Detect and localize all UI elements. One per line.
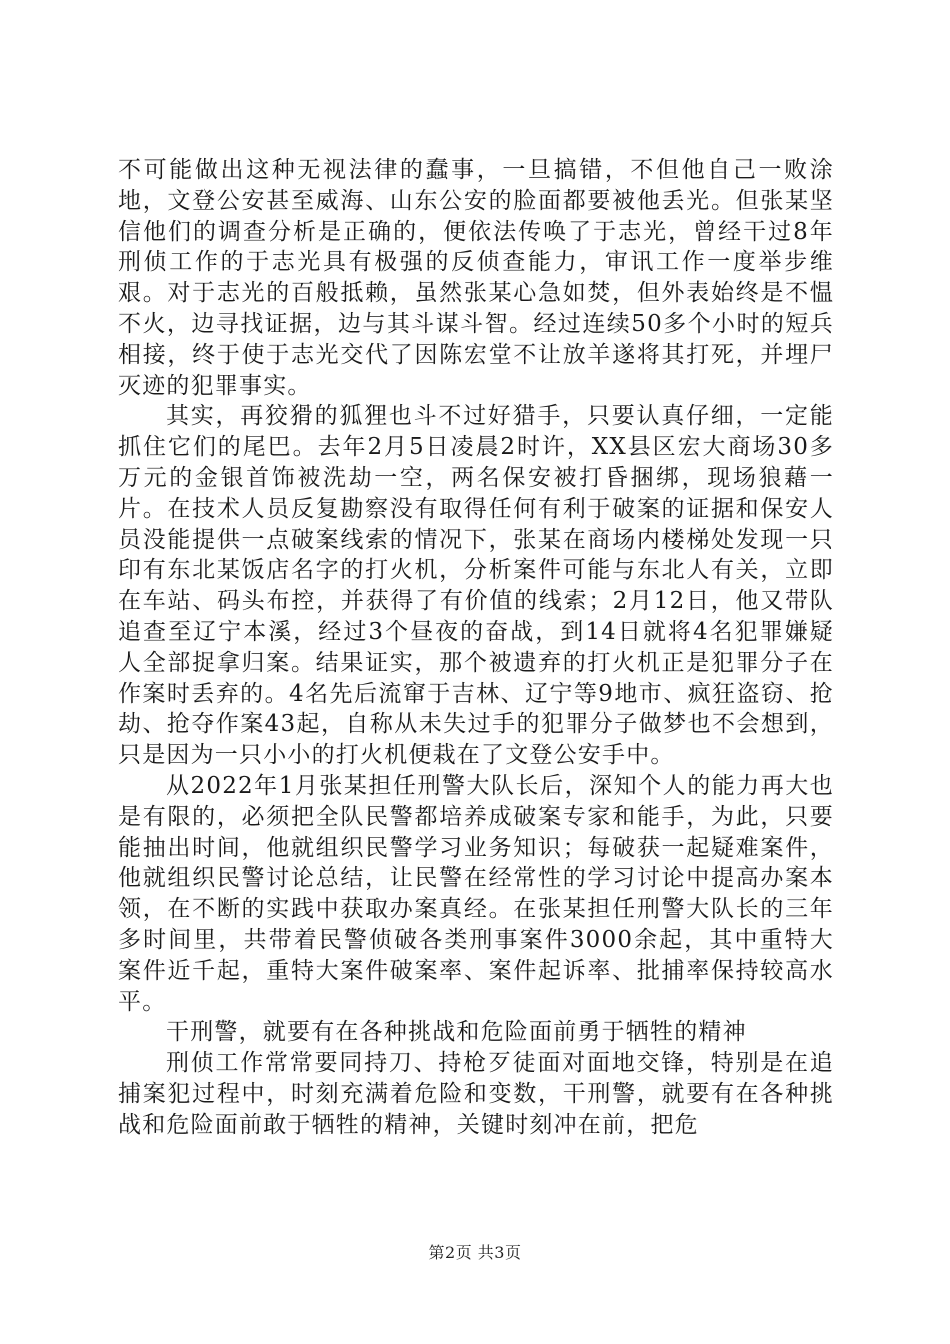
paragraph-4: 刑侦工作常常要同持刀、持枪歹徒面对面地交锋，特别是在追捕案犯过程中，时刻充满着危险和变数，干刑警，就要有在各种挑战和危险面前敢于牺牲的精神，关键时刻冲在前，把危 — [118, 1050, 834, 1138]
document-body — [118, 155, 834, 1141]
paragraph-3: 从2022年1月张某担任刑警大队长后，深知个人的能力再大也是有限的，必须把全队民警都培养成破案专家和能手，为此，只要能抽出时间，他就组织民警学习业务知识；每破获一起疑难案件，他就组织民警讨论总结，让民警在经常性的学习讨论中提高办案本领，在不断的实践中获取办案真经。在张某担任刑警大队长的三年多时间里，共带着民警侦破各类刑事案件3000余起，其中重特大案件近千起，重特大案件破案率、案件起诉率、批捕率保持较高水平。 — [118, 772, 834, 1015]
page-number-footer: 第2页 共3页 — [428, 1243, 522, 1262]
paragraph-2: 其实，再狡猾的狐狸也斗不过好猎手，只要认真仔细，一定能抓住它们的尾巴。去年2月5日凌晨2时许，XX县区宏大商场30多万元的金银首饰被洗劫一空，两名保安被打昏捆绑，现场狼藉一片。在技术人员反复勘察没有取得任何有利于破案的证据和保安人员没能提供一点破案线索的情况下，张某在商场内楼梯处发现一只印有东北某饭店名字的打火机，分析案件可能与东北人有关，立即在车站、码头布控，并获得了有价值的线索；2月12日，他又带队追查至辽宁本溪，经过3个昼夜的奋战，到14日就将4名犯罪嫌疑人全部捉拿归案。结果证实，那个被遗弃的打火机正是犯罪分子在作案时丢弃的。4名先后流窜于吉林、辽宁等9地市、疯狂盗窃、抢劫、抢夺作案43起，自称从未失过手的犯罪分子做梦也不会想到，只是因为一只小小的打火机便栽在了文登公安手中。 — [118, 403, 834, 769]
paragraph-1: 不可能做出这种无视法律的蠢事，一旦搞错，不但他自己一败涂地，文登公安甚至威海、山东公安的脸面都要被他丢光。但张某坚信他们的调查分析是正确的，便依法传唤了于志光，曾经干过8年刑侦工作的于志光具有极强的反侦查能力，审讯工作一度举步维艰。对于志光的百般抵赖，虽然张某心急如焚，但外表始终是不愠不火，边寻找证据，边与其斗谋斗智。经过连续50多个小时的短兵相接，终于使于志光交代了因陈宏堂不让放羊遂将其打死，并埋尸灭迹的犯罪事实。 — [118, 157, 834, 399]
section-heading: 干刑警，就要有在各种挑战和危险面前勇于牺牲的精神 — [166, 1019, 747, 1046]
